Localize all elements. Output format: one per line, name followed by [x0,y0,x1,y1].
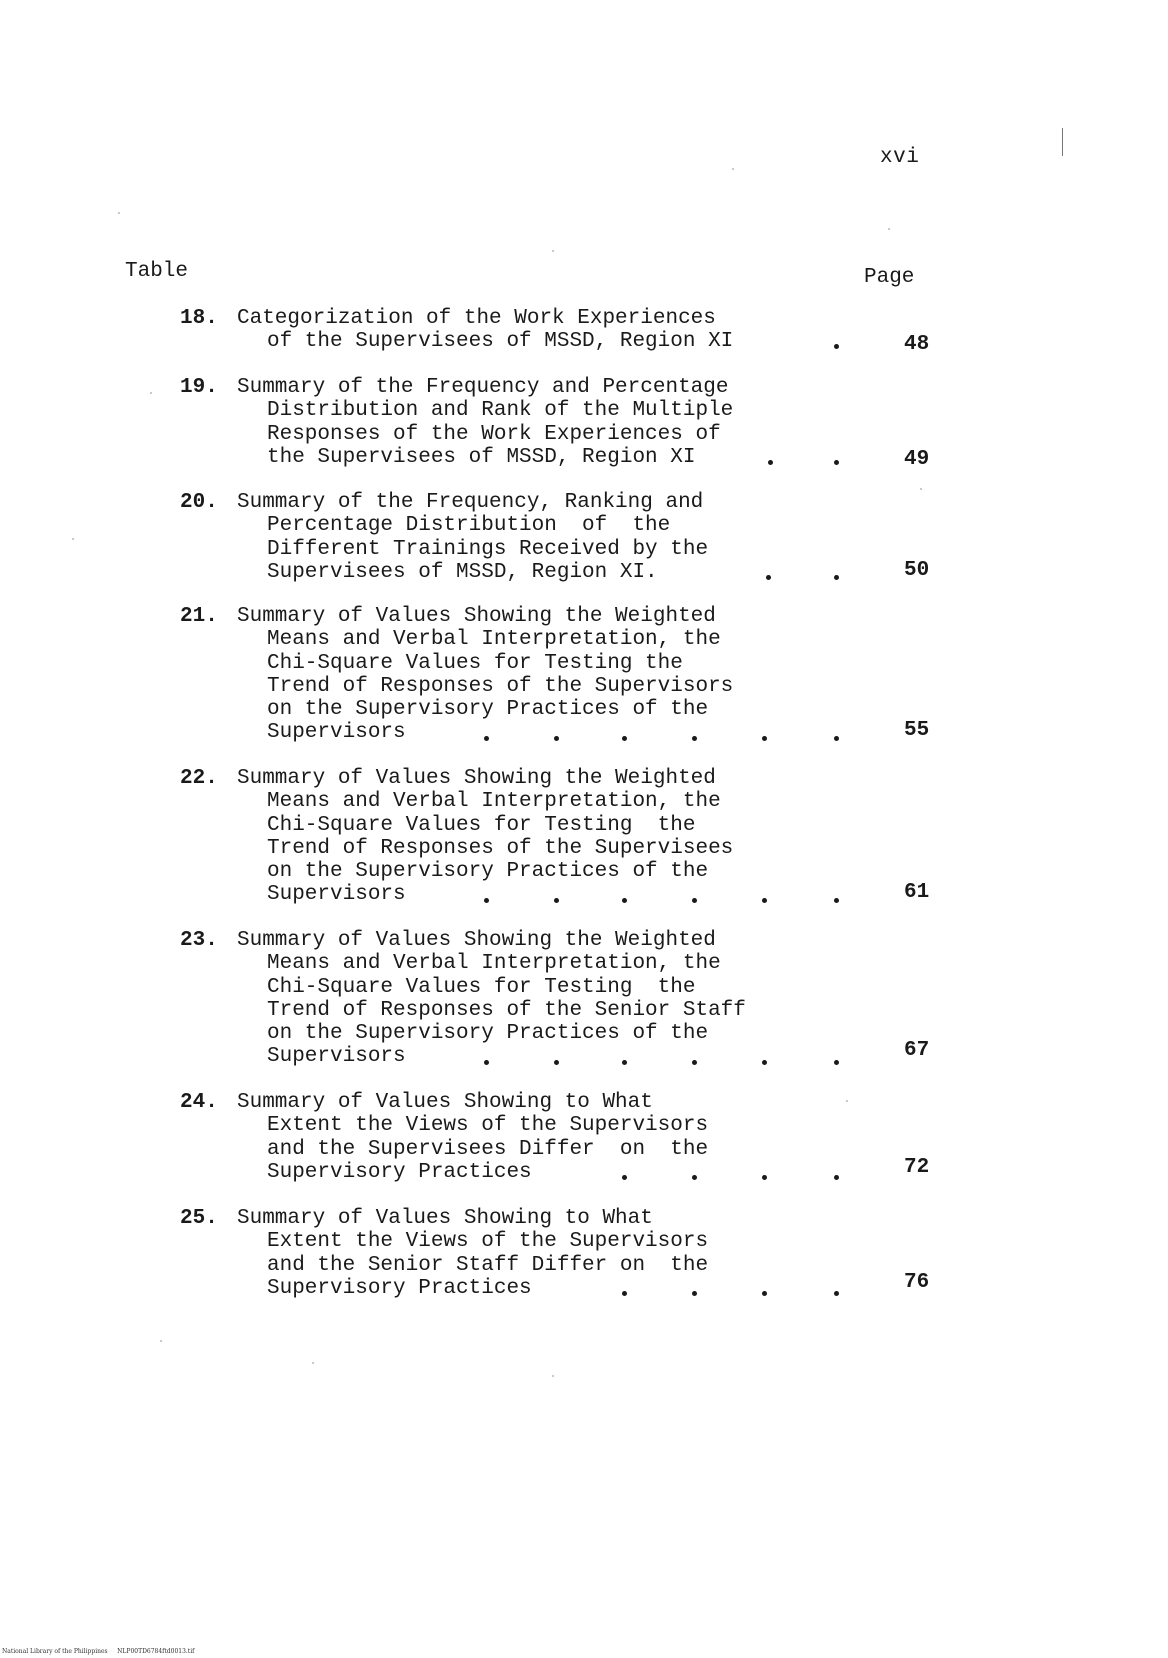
leader-dot [834,736,839,741]
scan-speck [552,1375,554,1377]
leader-dot [622,736,627,741]
entry-title-line: Supervisees of MSSD, Region XI. [267,560,658,584]
leader-dot [554,1060,559,1065]
entry-title-line: Summary of the Frequency, Ranking and [237,491,704,514]
entry-number: 23. [180,929,218,952]
entry-title-line: Summary of Values Showing the Weighted [237,605,716,628]
entry-title-line: Means and Verbal Interpretation, the [267,628,721,652]
entry-title-line: Extent the Views of the Supervisors [267,1230,709,1254]
entry-title-line: Summary of Values Showing the Weighted [237,767,716,790]
entry-title [237,1207,708,1300]
entry-title-line: Extent the Views of the Supervisors [267,1114,709,1138]
entry-title-line: Distribution and Rank of the Multiple [267,399,734,423]
entry-page-number: 72 [904,1156,930,1179]
leader-dot [692,1291,697,1296]
entry-number: 19. [180,376,218,399]
scan-footer [2,1648,194,1655]
entry-number: 25. [180,1207,218,1230]
leader-dot [692,1175,697,1180]
entry-title-line: on the Supervisory Practices of the [267,860,709,884]
leader-dot [834,1060,839,1065]
leader-dot [554,898,559,903]
entry-title-line: Supervisory Practices [267,1276,532,1300]
leader-dot [622,1175,627,1180]
entry-title-line: Chi-Square Values for Testing the [267,651,683,675]
leader-dot [762,1291,767,1296]
entry-page-number: 48 [904,333,930,356]
entry-title-line: Trend of Responses of the Supervisees [267,836,734,860]
leader-dot [554,736,559,741]
footer-file: NLP00TD6784ftd0013.tif [117,1648,195,1655]
leader-dot [622,1060,627,1065]
scan-speck [846,1100,848,1102]
leader-dot [692,1060,697,1065]
entry-title-line: Trend of Responses of the Supervisors [267,674,734,698]
entry-page-number: 55 [904,719,930,742]
entry-title [237,929,746,1069]
entry-title-line: Trend of Responses of the Senior Staff [267,998,746,1022]
entry-title-line: Supervisors [267,1045,406,1069]
entry-page-number: 76 [904,1271,930,1294]
leader-dot [762,1060,767,1065]
entry-title-line: on the Supervisory Practices of the [267,698,709,722]
entry-page-number: 49 [904,448,930,471]
leader-dot [768,460,773,465]
leader-dot [766,575,771,580]
leader-dot [484,1060,489,1065]
entry-page-number: 50 [904,559,930,582]
entry-title-line: the Supervisees of MSSD, Region XI [267,445,696,469]
scan-speck [888,228,890,230]
entry-title [237,307,733,354]
entry-title-line: and the Senior Staff Differ on the [267,1253,709,1277]
leader-dot [484,736,489,741]
entry-title [237,767,733,907]
entry-title-line: of the Supervisees of MSSD, Region XI [267,330,734,354]
entry-title-line: Percentage Distribution of the [267,514,671,538]
leader-dot [834,1175,839,1180]
entry-title-line: Means and Verbal Interpretation, the [267,790,721,814]
scan-speck [552,250,554,252]
entry-title-line: Summary of the Frequency and Percentage [237,376,729,399]
entry-number: 22. [180,767,218,790]
scan-speck [72,538,74,540]
entry-title [237,376,733,469]
entry-title [237,1091,708,1184]
entry-title-line: Summary of Values Showing the Weighted [237,929,716,952]
column-header-table: Table [125,260,189,283]
entry-number: 18. [180,307,218,330]
leader-dot [834,1291,839,1296]
entry-page-number: 61 [904,881,930,904]
entry-title-line: Summary of Values Showing to What [237,1207,653,1230]
footer-library: National Library of the Philippines [2,1648,108,1655]
leader-dot [834,898,839,903]
leader-dot [622,898,627,903]
entry-title [237,605,733,745]
entry-title-line: Chi-Square Values for Testing the [267,975,696,999]
entry-title-line: Chi-Square Values for Testing the [267,813,696,837]
entry-title-line: and the Supervisees Differ on the [267,1137,709,1161]
scan-speck [160,1340,162,1342]
entry-title-line: Categorization of the Work Experiences [237,307,716,330]
leader-dot [484,898,489,903]
scan-speck [118,212,120,214]
leader-dot [834,344,839,349]
leader-dot [834,575,839,580]
entry-title [237,491,708,584]
scan-speck [150,392,152,394]
entry-page-number: 67 [904,1039,930,1062]
entry-title-line: Responses of the Work Experiences of [267,422,721,446]
leader-dot [622,1291,627,1296]
entry-title-line: Supervisors [267,721,406,745]
leader-dot [762,736,767,741]
page-roman-number: xvi [880,146,920,169]
entry-title-line: on the Supervisory Practices of the [267,1022,709,1046]
scan-speck [732,168,734,170]
entry-title-line: Means and Verbal Interpretation, the [267,952,721,976]
entry-number: 21. [180,605,218,628]
leader-dot [692,898,697,903]
entry-title-line: Different Trainings Received by the [267,537,709,561]
scan-speck [920,488,922,490]
leader-dot [762,1175,767,1180]
entry-number: 20. [180,491,218,514]
entry-number: 24. [180,1091,218,1114]
column-header-page: Page [864,266,915,289]
entry-title-line: Supervisory Practices [267,1160,532,1184]
entry-title-line: Supervisors [267,883,406,907]
leader-dot [834,460,839,465]
leader-dot [692,736,697,741]
entry-title-line: Summary of Values Showing to What [237,1091,653,1114]
scan-mark [1062,128,1063,156]
leader-dot [762,898,767,903]
scan-speck [312,1362,314,1364]
